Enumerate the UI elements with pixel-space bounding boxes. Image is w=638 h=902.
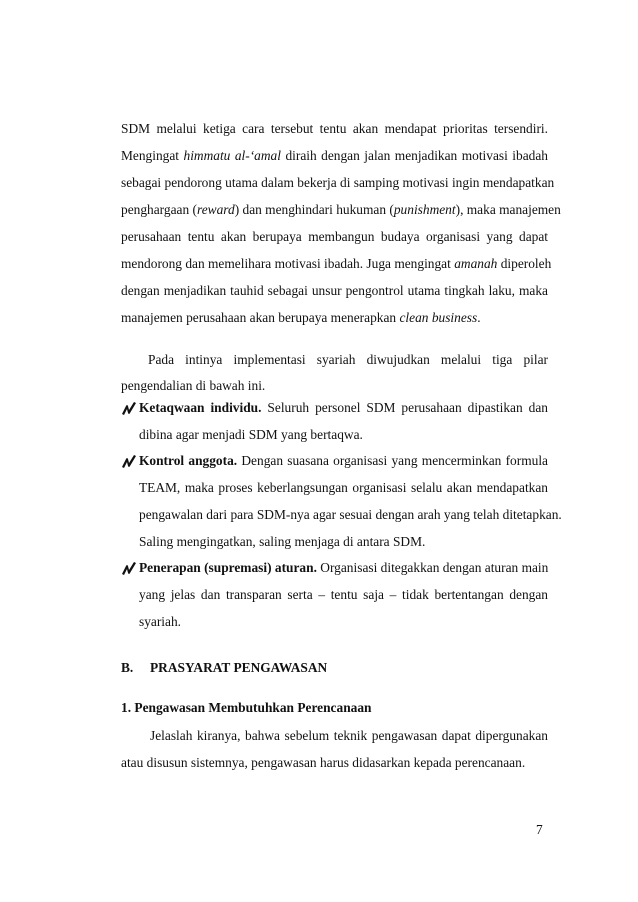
hand-pen-icon [121, 560, 137, 576]
bullet-1-line-1: Ketaqwaan individu. Seluruh personel SDM perusahaan dipastikan dan [139, 400, 548, 415]
bullet-3-line-1: Penerapan (supremasi) aturan. Organisasi ditegakkan dengan aturan main [139, 560, 549, 575]
para1-line-1: SDM melalui ketiga cara tersebut tentu akan mendapat prioritas tersendiri. [121, 121, 548, 136]
para2-line-1: Pada intinya implementasi syariah diwujudkan melalui tiga pilar [148, 352, 548, 367]
para1-line-2: Mengingat himmatu al-‘amal diraih dengan jalan menjadikan motivasi ibadah [121, 148, 549, 163]
subsection-line-2: atau disusun sistemnya, pengawasan harus didasarkan kepada perencanaan. [121, 755, 526, 770]
bullet-2-line-1: Kontrol anggota. Dengan suasana organisasi yang mencerminkan formula [139, 453, 548, 468]
para1-line-3: sebagai pendorong utama dalam bekerja di samping motivasi ingin mendapatkan [121, 175, 555, 190]
para1-line-4: penghargaan (reward) dan menghindari hukuman (punishment), maka manajemen [121, 202, 561, 217]
page-number: 7 [536, 822, 543, 837]
bullet-2-line-4: Saling mengingatkan, saling menjaga di antara SDM. [139, 534, 426, 549]
bullet-2-line-2: TEAM, maka proses keberlangsungan organisasi selalu akan mendapatkan [139, 480, 548, 495]
section-title: PRASYARAT PENGAWASAN [150, 660, 328, 675]
para1-line-7: dengan menjadikan tauhid sebagai unsur pengontrol utama tingkah laku, maka [121, 283, 548, 298]
bullet-3-line-3: syariah. [139, 614, 182, 629]
bullet-2-line-3: pengawalan dari para SDM-nya agar sesuai dengan arah yang telah ditetapkan. [139, 507, 562, 522]
section-letter: B. [121, 660, 134, 675]
bullet-1-line-2: dibina agar menjadi SDM yang bertaqwa. [139, 427, 363, 442]
hand-pen-icon [121, 453, 137, 469]
para2-line-2: pengendalian di bawah ini. [121, 378, 266, 393]
para1-line-5: perusahaan tentu akan berupaya membangun budaya organisasi yang dapat [121, 229, 548, 244]
hand-pen-icon [121, 400, 137, 416]
bullet-3-line-2: yang jelas dan transparan serta – tentu saja – tidak bertentangan dengan [139, 587, 548, 602]
subsection-title: 1. Pengawasan Membutuhkan Perencanaan [121, 700, 372, 715]
para1-line-6: mendorong dan memelihara motivasi ibadah. Juga mengingat amanah diperoleh [121, 256, 552, 271]
para1-line-8: manajemen perusahaan akan berupaya menerapkan clean business. [121, 310, 481, 325]
subsection-line-1: Jelaslah kiranya, bahwa sebelum teknik pengawasan dapat dipergunakan [150, 728, 548, 743]
